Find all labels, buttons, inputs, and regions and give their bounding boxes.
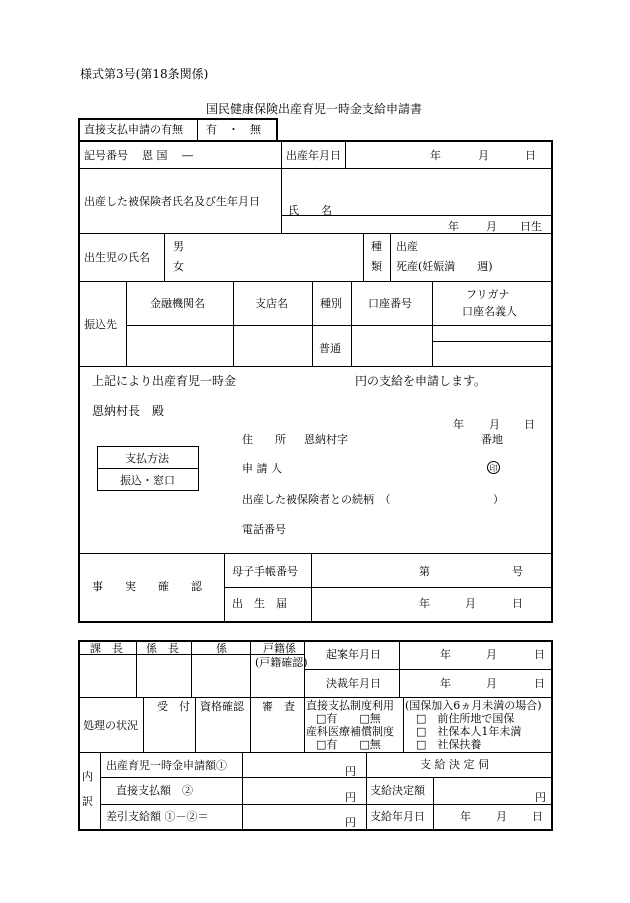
breakdown-label-1: 内 xyxy=(82,770,93,783)
bank-holder-header: 口座名義人 xyxy=(462,305,517,318)
kokuho-option-3[interactable]: □ 社保扶養 xyxy=(416,738,482,751)
kettei-day: 日 xyxy=(532,810,543,823)
shikaku-header: 資格確認 xyxy=(200,700,244,713)
breakdown-label-2: 訳 xyxy=(82,795,93,808)
banchi-label: 番地 xyxy=(481,433,503,446)
kessai-month: 月 xyxy=(486,677,497,690)
sanka-label: 産科医療補償制度 xyxy=(306,725,394,738)
kian-month: 月 xyxy=(486,648,497,661)
insured-year: 年 xyxy=(448,220,459,233)
koseki-header: 戸籍係 xyxy=(263,642,296,655)
payment-method-label: 支払方法 xyxy=(125,452,169,465)
status-label: 処理の状況 xyxy=(83,719,138,732)
request-day: 日 xyxy=(524,418,535,431)
birth-day: 日 xyxy=(525,149,536,162)
kokuho-option-1[interactable]: □ 前住所地で国保 xyxy=(416,712,515,725)
request-month: 月 xyxy=(489,418,500,431)
direct-pay-label: 直接支払申請の有無 xyxy=(84,123,183,136)
techo-dai: 第 xyxy=(419,565,430,578)
bank-furigana-header: フリガナ xyxy=(466,288,510,301)
symbol-dash: ― xyxy=(182,149,193,162)
insured-label: 出産した被保険者氏名及び生年月日 xyxy=(84,195,260,208)
kokuho-note: (国保加入6ヵ月未満の場合) xyxy=(405,699,542,712)
direct-amount-label: 直接支払額 ② xyxy=(116,784,193,797)
kian-date-label: 起案年月日 xyxy=(326,648,381,661)
form-number: 様式第3号(第18条関係) xyxy=(80,67,209,81)
bank-type-regular: 普通 xyxy=(319,342,341,355)
kind-label-1: 種 xyxy=(371,240,382,253)
address-label: 住 所 xyxy=(242,433,286,446)
applicant-label: 申 請 人 xyxy=(242,462,282,475)
yen-1: 円 xyxy=(345,765,356,778)
symbol-prefix: 恩 国 xyxy=(142,149,168,162)
kind-label-2: 類 xyxy=(371,260,382,273)
direct-system-options[interactable]: □有 □無 xyxy=(316,712,381,725)
bank-label: 振込先 xyxy=(84,318,117,331)
birth-year: 年 xyxy=(430,149,441,162)
todoke-label: 出 生 届 xyxy=(232,597,287,610)
insured-name-label: 氏 名 xyxy=(288,204,332,217)
bank-institution-header: 金融機関名 xyxy=(150,297,205,310)
kettei-yen: 円 xyxy=(535,791,546,804)
net-amount-label: 差引支給額 ①－②＝ xyxy=(106,810,209,823)
kettei-month: 月 xyxy=(496,810,507,823)
child-name-label: 出生児の氏名 xyxy=(84,251,150,264)
kessai-day: 日 xyxy=(534,677,545,690)
symbol-label: 記号番号 xyxy=(84,149,128,162)
request-text-2: 円の支給を申請します。 xyxy=(355,374,487,388)
birth-month: 月 xyxy=(478,149,489,162)
kakaricho-header: 係 長 xyxy=(146,642,179,655)
yen-2: 円 xyxy=(345,791,356,804)
techo-go: 号 xyxy=(512,565,523,578)
bank-account-header: 口座番号 xyxy=(368,297,412,310)
address-value: 恩納村字 xyxy=(304,433,348,446)
relation-close: ） xyxy=(493,493,504,506)
direct-system-label: 直接支払制度利用 xyxy=(306,699,394,712)
kettei-year: 年 xyxy=(460,810,471,823)
todoke-year: 年 xyxy=(419,597,430,610)
kettei-date-label: 支給年月日 xyxy=(370,810,425,823)
request-text-1: 上記により出産育児一時金 xyxy=(92,374,237,388)
kacho-header: 課 長 xyxy=(90,642,123,655)
birth-date-label: 出産年月日 xyxy=(286,149,341,162)
kian-year: 年 xyxy=(440,648,451,661)
request-year: 年 xyxy=(453,418,464,431)
facts-label: 事 実 確 認 xyxy=(92,580,202,593)
kian-day: 日 xyxy=(534,648,545,661)
bank-type-header: 種別 xyxy=(320,297,342,310)
form-title: 国民健康保険出産育児一時金支給申請書 xyxy=(206,102,423,116)
child-male[interactable]: 男 xyxy=(173,240,184,253)
kakari-header: 係 xyxy=(216,642,227,655)
techo-label: 母子手帳番号 xyxy=(232,565,298,578)
payment-method-options[interactable]: 振込・窓口 xyxy=(120,474,175,487)
uketsuke-header: 受 付 xyxy=(157,700,190,713)
direct-pay-options[interactable]: 有 ・ 無 xyxy=(206,123,261,136)
phone-label: 電話番号 xyxy=(242,523,286,536)
seal-mark: 印 xyxy=(487,461,500,474)
kessai-year: 年 xyxy=(440,677,451,690)
yen-3: 円 xyxy=(345,816,356,829)
bank-branch-header: 支店名 xyxy=(255,297,288,310)
todoke-month: 月 xyxy=(465,597,476,610)
relation-label: 出産した被保険者との続柄 （ xyxy=(242,493,391,506)
kind-birth[interactable]: 出産 xyxy=(396,240,418,253)
koseki-check: (戸籍確認) xyxy=(255,656,308,669)
sanka-options[interactable]: □有 □無 xyxy=(316,738,381,751)
insured-day: 日生 xyxy=(520,220,542,233)
todoke-day: 日 xyxy=(512,597,523,610)
kokuho-option-2[interactable]: □ 社保本人1年未満 xyxy=(416,725,522,738)
kettei-amount-label: 支給決定額 xyxy=(370,784,425,797)
insured-month: 月 xyxy=(486,220,497,233)
kessai-date-label: 決裁年月日 xyxy=(326,677,381,690)
addressee: 恩納村長 殿 xyxy=(92,404,165,418)
kind-stillbirth[interactable]: 死産(妊娠満 週) xyxy=(396,260,493,273)
request-amount-label: 出産育児一時金申請額① xyxy=(106,759,227,772)
shinsa-header: 審 査 xyxy=(262,700,295,713)
child-female[interactable]: 女 xyxy=(173,260,184,273)
kettei-title: 支 給 決 定 伺 xyxy=(420,758,489,771)
